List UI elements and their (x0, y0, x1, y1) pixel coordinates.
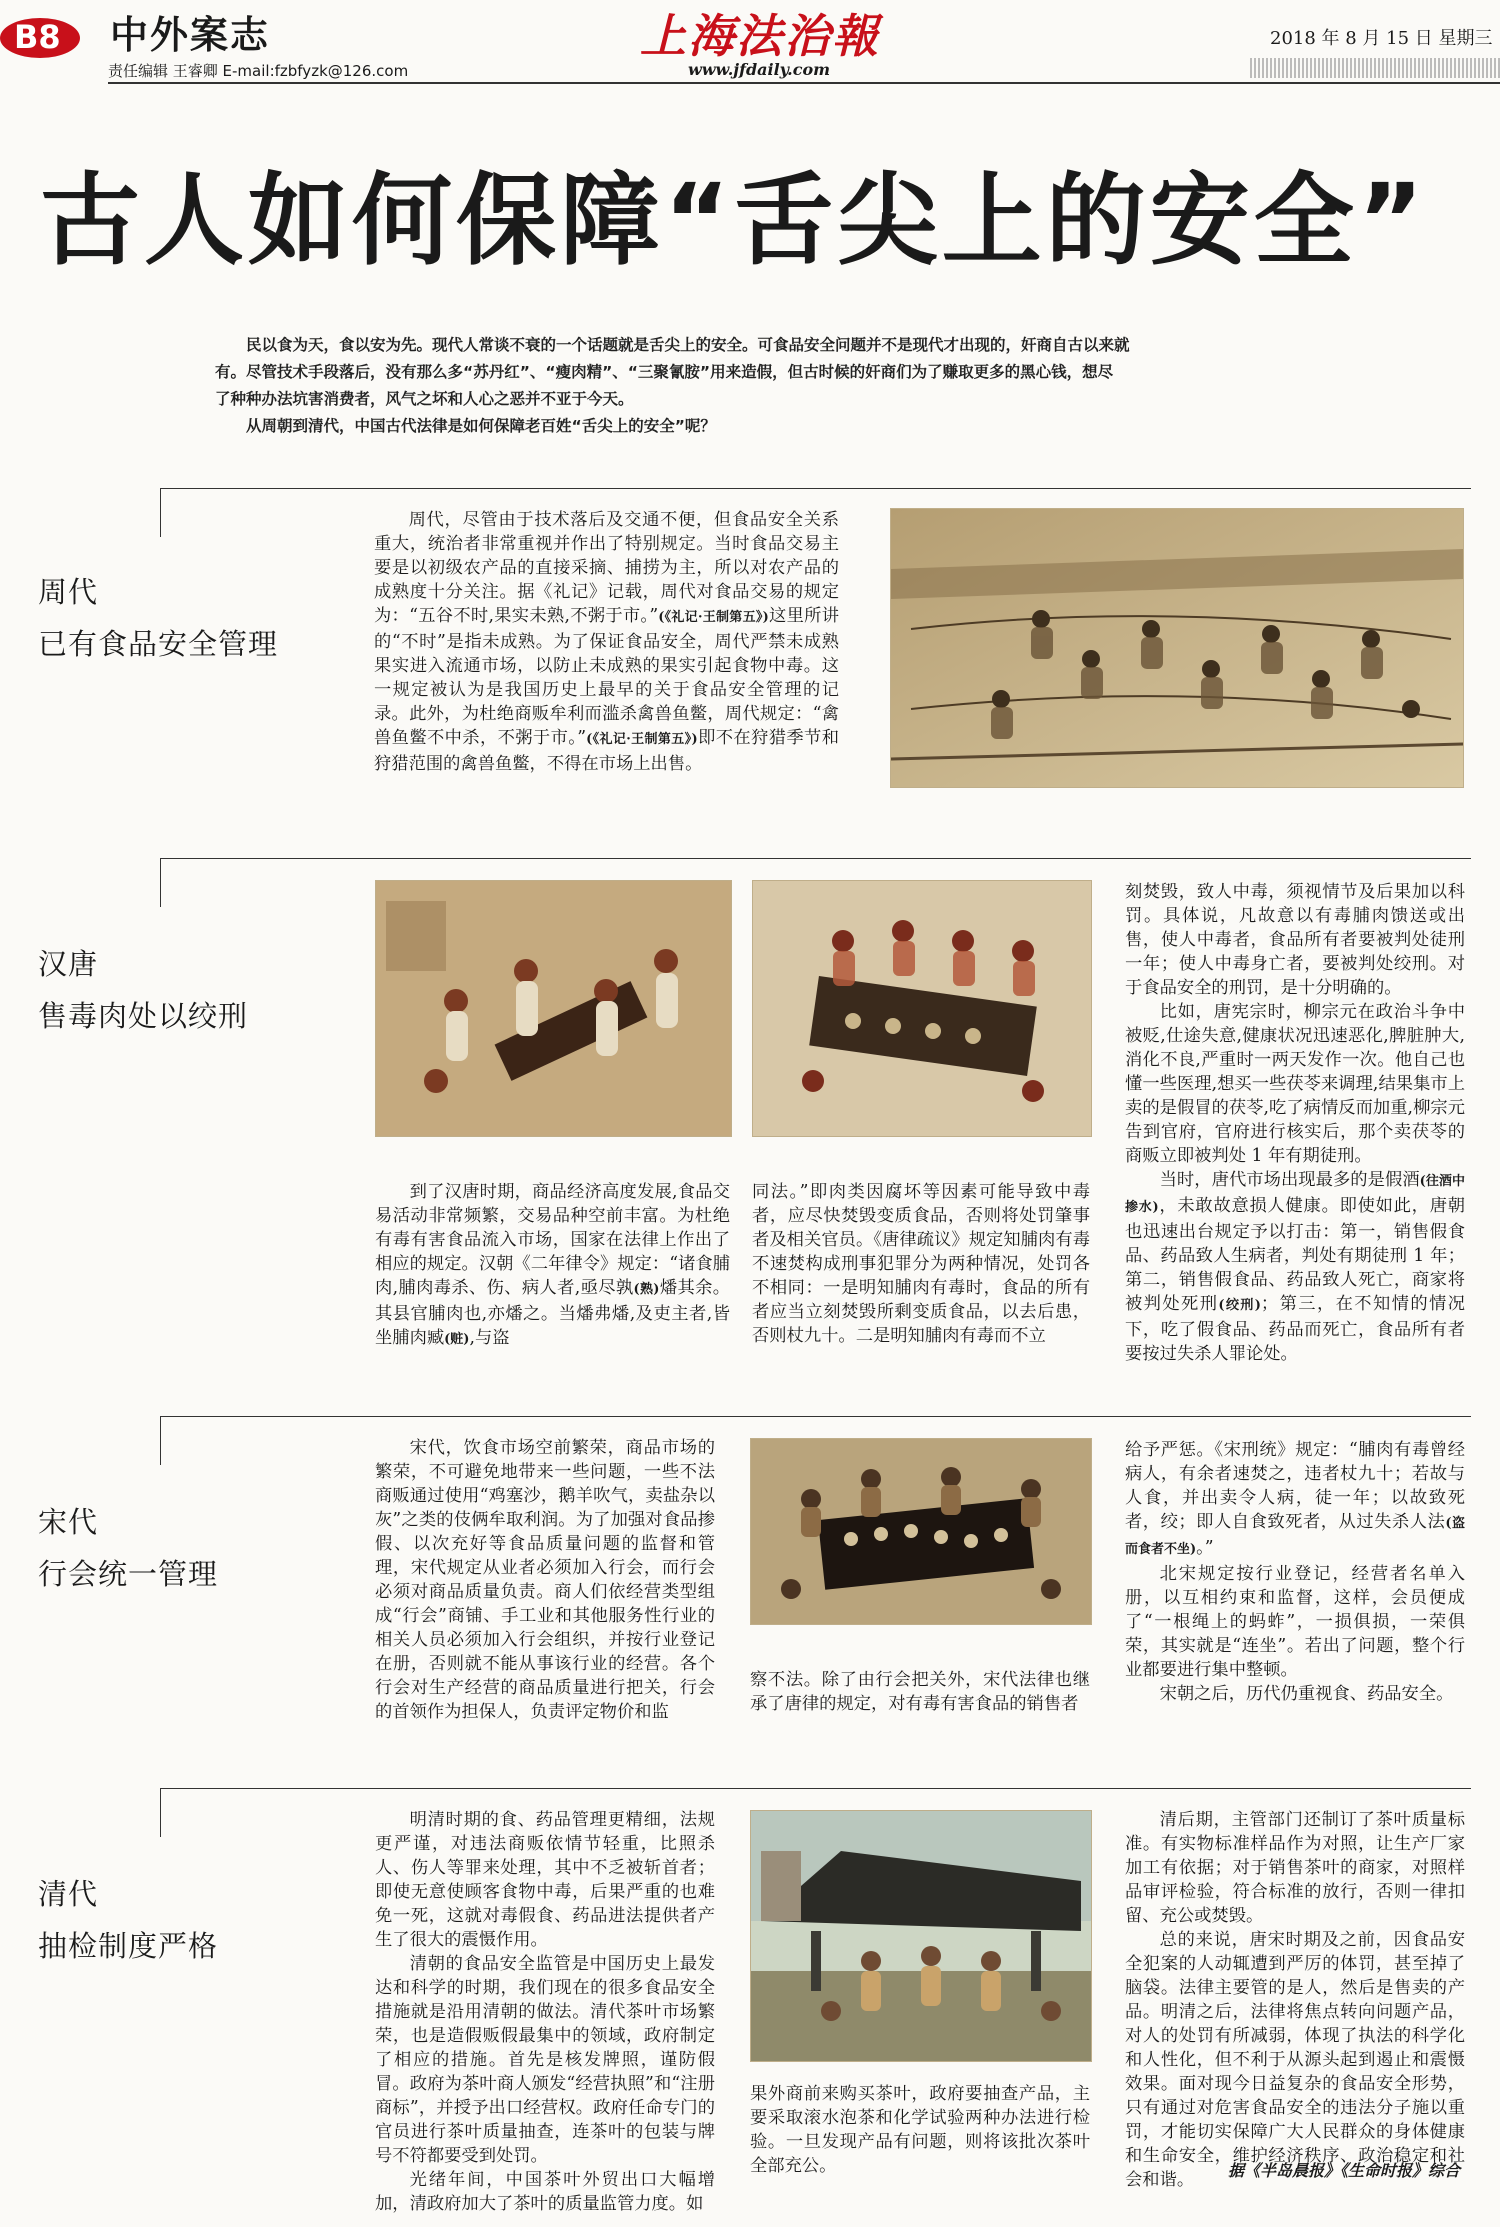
zhou-cite-1: (《礼记·王制第五》) (658, 610, 769, 625)
section-title-qing-1: 清代 (38, 1877, 99, 1911)
section-title-hantang (38, 938, 248, 1042)
hantang-col3-top: 刻焚毁，致人中毒，须视情节及后果加以科罚。具体说，凡故意以有毒脯肉馈送或出售，使人中毒者，食品所有者要被判处徒刑一年；使人中毒身亡者，要被判处绞刑。对于食品安全的刑罚，是十分明确的。 (1125, 882, 1465, 998)
zhou-cite-2: (《礼记·王制第五》) (586, 732, 698, 747)
hantang-note-1: (熟) (633, 1282, 660, 1297)
hantang-col1-c: ,与盗 (469, 1328, 510, 1348)
zhou-text (374, 508, 839, 776)
tang-feast-painting (752, 880, 1092, 1137)
qing-market-photo (750, 1810, 1092, 2062)
page-number: B8 (14, 18, 61, 56)
hantang-col3-p2: 比如，唐宪宗时，柳宗元在政治斗争中被贬,仕途失意,健康状况迅速恶化,脾脏肿大,消化不良,严重时一两天发作一次。他自己也懂一些医理,想买一些茯苓来调理,结果集市上卖的是假冒的茯苓,吃了病情反而加重,柳宗元告到官府，官府进行核实后，那个卖茯苓的商贩立即被判处 1 年有期徒刑。 (1125, 1002, 1465, 1166)
website: www.jfdaily.com (688, 60, 831, 79)
song-col3-p2: 北宋规定按行业登记，经营者名单入册，以互相约束和监督，这样，会员便成了“一根绳上的蚂蚱”，一损俱损，一荣俱荣，其实就是“连坐”。若出了问题，整个行业都要进行集中整顿。 (1125, 1564, 1465, 1680)
issue-date: 2018 年 8 月 15 日 星期三 (1270, 28, 1493, 49)
section-title-zhou-1: 周代 (38, 575, 99, 609)
qing-col2-text: 果外商前来购买茶叶，政府要抽查产品，主要采取滚水泡茶和化学试验两种办法进行检验。一旦发现产品有问题，则将该批次茶叶全部充公。 (750, 2084, 1090, 2176)
qing-col1-p2: 清朝的食品安全监管是中国历史上最发达和科学的时期，我们现在的很多食品安全措施就是沿用清朝的做法。清代茶叶市场繁荣，也是造假贩假最集中的领域，政府制定了相应的措施。首先是核发牌照，谨防假冒。政府为茶叶商人颁发“经营执照”和“注册商标”，并授予出口经营权。政府任命专门的官员进行茶叶质量抽查，连茶叶的包装与牌号不符都要受到处罚。 (375, 1954, 715, 2166)
hantang-col3-p3a: 当时，唐代市场出现最多的是假酒 (1159, 1170, 1420, 1190)
qing-col3 (1125, 1808, 1465, 2192)
qing-col3-p2: 总的来说，唐宋时期及之前，因食品安全犯案的人动辄遭到严厉的体罚，甚至掉了脑袋。法律主要管的是人，然后是售卖的产品。明清之后，法律将焦点转向问题产品，对人的处罚有所减弱，体现了执法的科学化和人性化，但不利于从源头起到遏止和震慑效果。面对现今日益复杂的食品安全形势，只有通过对危害食品安全的违法分子施以重罚，才能切实保障广大人民群众的身体健康和生命安全，维护经济秩序、政治稳定和社会和谐。 (1125, 1930, 1465, 2190)
zhou-text-3: 即不在狩猎季节和狩猎范围的禽兽鱼鳖，不得在市场上出售。 (374, 728, 839, 774)
song-col3-b: 。” (1196, 1538, 1214, 1558)
section-title-zhou (38, 566, 278, 670)
song-col3-note: (盗而食者不坐) (1125, 1516, 1465, 1557)
intro (215, 332, 1265, 440)
intro-p2: 有。尽管技术手段落后，没有那么多“苏丹红”、“瘦肉精”、“三聚氰胺”用来造假，但古时候的奸商们为了赚取更多的黑心钱，想尽 (215, 363, 1114, 381)
header-rule (108, 82, 1500, 84)
section-title-qing-2: 抽检制度严格 (38, 1929, 219, 1963)
qing-col1-p1: 明清时期的食、药品管理更精细，法规更严谨，对违法商贩依情节轻重，比照杀人、伤人等罪来处理，其中不乏被斩首者；即使无意使顾客食物中毒，后果严重的也难免一死，这就对毒假食、药品进法提供者产生了很大的震慑作用。 (375, 1810, 715, 1950)
section-title-song-1: 宋代 (38, 1505, 99, 1539)
intro-p3: 了种种办法坑害消费者，风气之坏和人心之恶并不亚于今天。 (215, 390, 634, 408)
song-col1-text: 宋代，饮食市场空前繁荣，商品市场的繁荣，不可避免地带来一些问题，一些不法商贩通过使用“鸡塞沙，鹅羊吹气，卖盐杂以灰”之类的伎俩牟取利润。为了加强对食品掺假、以次充好等食品质量问题的监督和管理，宋代规定从业者必须加入行会，而行会必须对商品质量负责。商人们依经营类型组成“行会”商铺、手工业和其他服务性行业的相关人员必须加入行会组织，并按行业登记在册，否则就不能从事该行业的经营。各个行会对生产经营的商品质量进行把关，行会的首领作为担保人，负责评定物价和监 (375, 1438, 715, 1722)
hantang-note-2: (赃) (444, 1332, 470, 1347)
section-title-hantang-2: 售毒肉处以绞刑 (38, 999, 249, 1033)
zhou-text-2: 这里所讲的“不时”是指未成熟。为了保证食品安全，周代严禁未成熟果实进入流通市场，以防止未成熟的果实引起食物中毒。这一规定被认为是我国历史上最早的关于食品安全管理的记录。此外，为杜绝商贩牟利而滥杀禽兽鱼鳖，周代规定：“禽兽鱼鳖不中杀，不粥于市。” (374, 606, 839, 748)
hantang-col3-note2: (绞刑) (1218, 1298, 1261, 1313)
section-title-song (38, 1496, 218, 1600)
section-title-hantang-1: 汉唐 (38, 947, 99, 981)
han-banquet-painting (375, 880, 732, 1137)
masthead: 上海法治報 (640, 9, 880, 63)
date-decor-bar (1250, 58, 1500, 78)
song-banquet-painting (750, 1438, 1092, 1625)
hantang-col2-text: 同法。”即肉类因腐坏等因素可能导致中毒者，应尽快焚毁变质食品，否则将处罚肇事者及相关官员。《唐律疏议》规定知脯肉有毒不速焚构成刑事犯罪分为两种情况，处罚各不相同：一是明知脯肉有毒时，食品的所有者应当立刻焚毁所剩变质食品，以去后患，否则杖九十。二是明知脯肉有毒而不立 (752, 1182, 1090, 1346)
song-col2 (750, 1668, 1090, 1716)
qing-col1-p3: 光绪年间，中国茶叶外贸出口大幅增加，清政府加大了茶叶的质量监管力度。如 (375, 2170, 715, 2214)
hantang-col3-note: (往酒中掺水) (1125, 1174, 1465, 1215)
song-col1 (375, 1436, 715, 1724)
qing-col1 (375, 1808, 715, 2216)
section-name: 中外案志 (110, 13, 271, 57)
editor-line: 责任编辑 王睿卿 E-mail:fzbfyzk@126.com (108, 62, 409, 80)
song-col3-p3: 宋朝之后，历代仍重视食、药品安全。 (1159, 1684, 1454, 1704)
section-title-zhou-2: 已有食品安全管理 (38, 627, 279, 661)
section-title-qing (38, 1868, 218, 1972)
page-badge (0, 8, 102, 58)
hantang-col3-p3b: ，未敢故意损人健康。即使如此，唐朝也迅速出台规定予以打击：第一，销售假食品、药品致人生病者，判处有期徒刑 1 年；第二，销售假食品、药品致人死亡，商家将被判处死刑 (1125, 1196, 1465, 1314)
hantang-col3-p3c: ；第三，在不知情的情况下，吃了假食品、药品而死亡，食品所有者要按过失杀人罪论处。 (1125, 1294, 1465, 1364)
hantang-col1 (375, 1180, 730, 1352)
qing-col3-p1: 清后期，主管部门还制订了茶叶质量标准。有实物标准样品作为对照，让生产厂家加工有依据；对于销售茶叶的商家，对照样品审评检验，符合标准的放行，否则一律扣留、充公或焚毁。 (1125, 1810, 1465, 1926)
intro-p4: 从周朝到清代，中国古代法律是如何保障老百姓“舌尖上的安全”呢？ (246, 417, 716, 435)
intro-p1: 民以食为天，食以安为先。现代人常谈不衰的一个话题就是舌尖上的安全。可食品安全问题并不是现代才出现的，奸商自古以来就 (246, 336, 1130, 354)
hantang-col2 (752, 1180, 1090, 1348)
section-title-song-2: 行会统一管理 (38, 1557, 219, 1591)
zhou-market-painting (890, 508, 1464, 788)
hantang-col1-b: 燔其余。其县官脯肉也,亦燔之。当燔弗燔,及吏主者,皆坐脯肉臧 (375, 1278, 730, 1348)
zhou-text-1: 周代，尽管由于技术落后及交通不便，但食品安全关系重大，统治者非常重视并作出了特别规定。当时食品交易主要是以初级农产品的直接采摘、捕捞为主，所以对农产品的成熟度十分关注。据《礼记》记载，周代对食品交易的规定为：“五谷不时,果实未熟,不粥于市。” (374, 510, 839, 626)
song-col3 (1125, 1438, 1465, 1706)
hantang-col1-a: 到了汉唐时期，商品经济高度发展,食品交易活动非常频繁，交易品种空前丰富。为杜绝有毒有害食品流入市场，国家在法律上作出了相应的规定。汉朝《二年律令》规定：“诸食脯肉,脯肉毒杀、伤、病人者,亟尽孰 (375, 1182, 730, 1298)
source-credit: 据《半岛晨报》《生命时报》综合 (1227, 2161, 1460, 2180)
headline: 古人如何保障“舌尖上的安全” (40, 162, 1428, 279)
song-col2-text: 察不法。除了由行会把关外，宋代法律也继承了唐律的规定，对有毒有害食品的销售者 (750, 1670, 1090, 1714)
qing-col2 (750, 2082, 1090, 2178)
hantang-col3 (1125, 880, 1465, 1366)
song-col3-a: 给予严惩。《宋刑统》规定：“脯肉有毒曾经病人，有余者速焚之，违者杖九十；若故与人食，并出卖令人病，徒一年；以故致死者，绞；即人自食致死者，从过失杀人法 (1125, 1440, 1465, 1532)
